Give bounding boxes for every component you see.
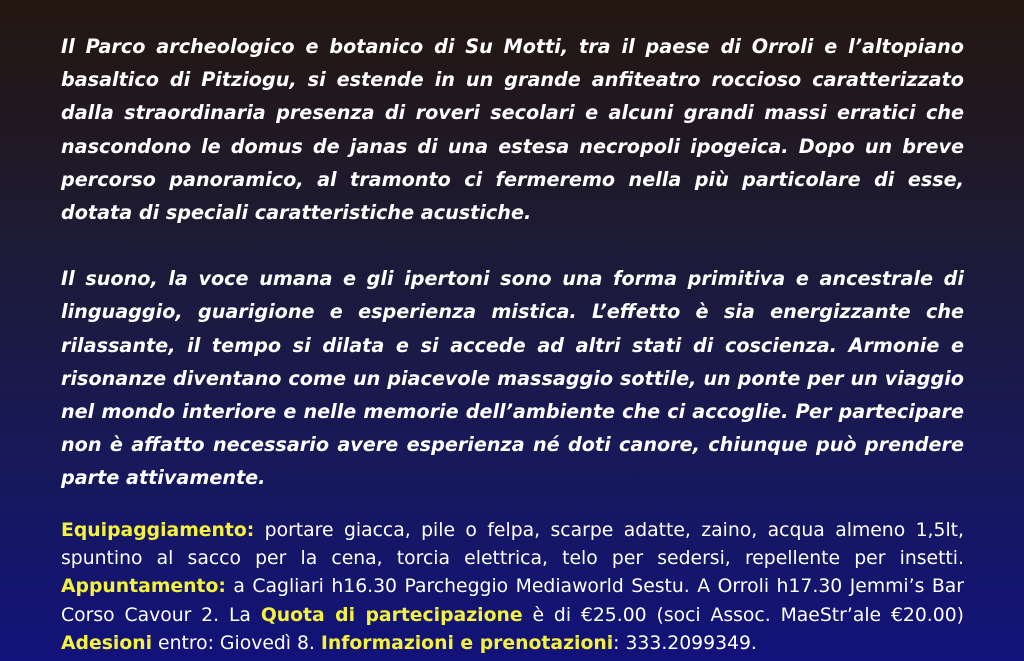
fee-label: Quota di partecipazione [260,604,523,626]
adhesions-label: Adesioni [61,632,153,654]
fee-text: è di €25.00 (soci Assoc. MaeStr’ale €20.00) [522,604,965,626]
sound-paragraph: Il suono, la voce umana e gli ipertoni sono una forma primitiva e ancestrale di linguaggio, guarigione e esperienza mistica. L’effetto è sia energizzante che rilassante, il tempo si dilata e si accede ad altri stati di coscienza. Armonie e risonanze diventano come un piacevole massaggio sottile, un ponte per un viaggio nel mondo interiore e nelle memorie dell’ambiente che ci accoglie. Per partecipare non è affatto necessario avere esperienza né doti canore, chiunque può prendere parte attivamente. [61,267,964,490]
appointment-text: a Cagliari h16.30 Parcheggio Mediaworld Sestu. A Orroli h17.30 Jemmi’s Bar Corso Cavour 2. La [61,576,964,626]
intro-paragraph: Il Parco archeologico e botanico di Su Motti, tra il paese di Orroli e l’altopiano basaltico di Pitziogu, si estende in un grande anfiteatro roccioso caratterizzato dalla straordinaria presenza di roveri secolari e alcuni grandi massi erratici che nascondono le domus de janas di una estesa necropoli ipogeica. Dopo un breve percorso panoramico, al tramonto ci fermeremo nella più particolare di esse, dotata di speciali caratteristiche acustiche. [61,35,964,225]
appointment-label: Appuntamento: [61,576,226,598]
event-description [61,30,964,658]
equipment-label: Equipaggiamento: [61,519,255,541]
equipment-text: portare giacca, pile o felpa, scarpe adatte, zaino, acqua almeno 1,5lt, spuntino al sacco per la cena, torcia elettrica, telo per sedersi, repellente per insetti. [61,519,964,569]
adhesions-text: entro: Giovedì 8. [152,632,321,654]
contacts-text: : 333.2099349. [613,632,757,654]
practical-info [61,517,964,658]
contacts-label: Informazioni e prenotazioni [320,632,614,654]
